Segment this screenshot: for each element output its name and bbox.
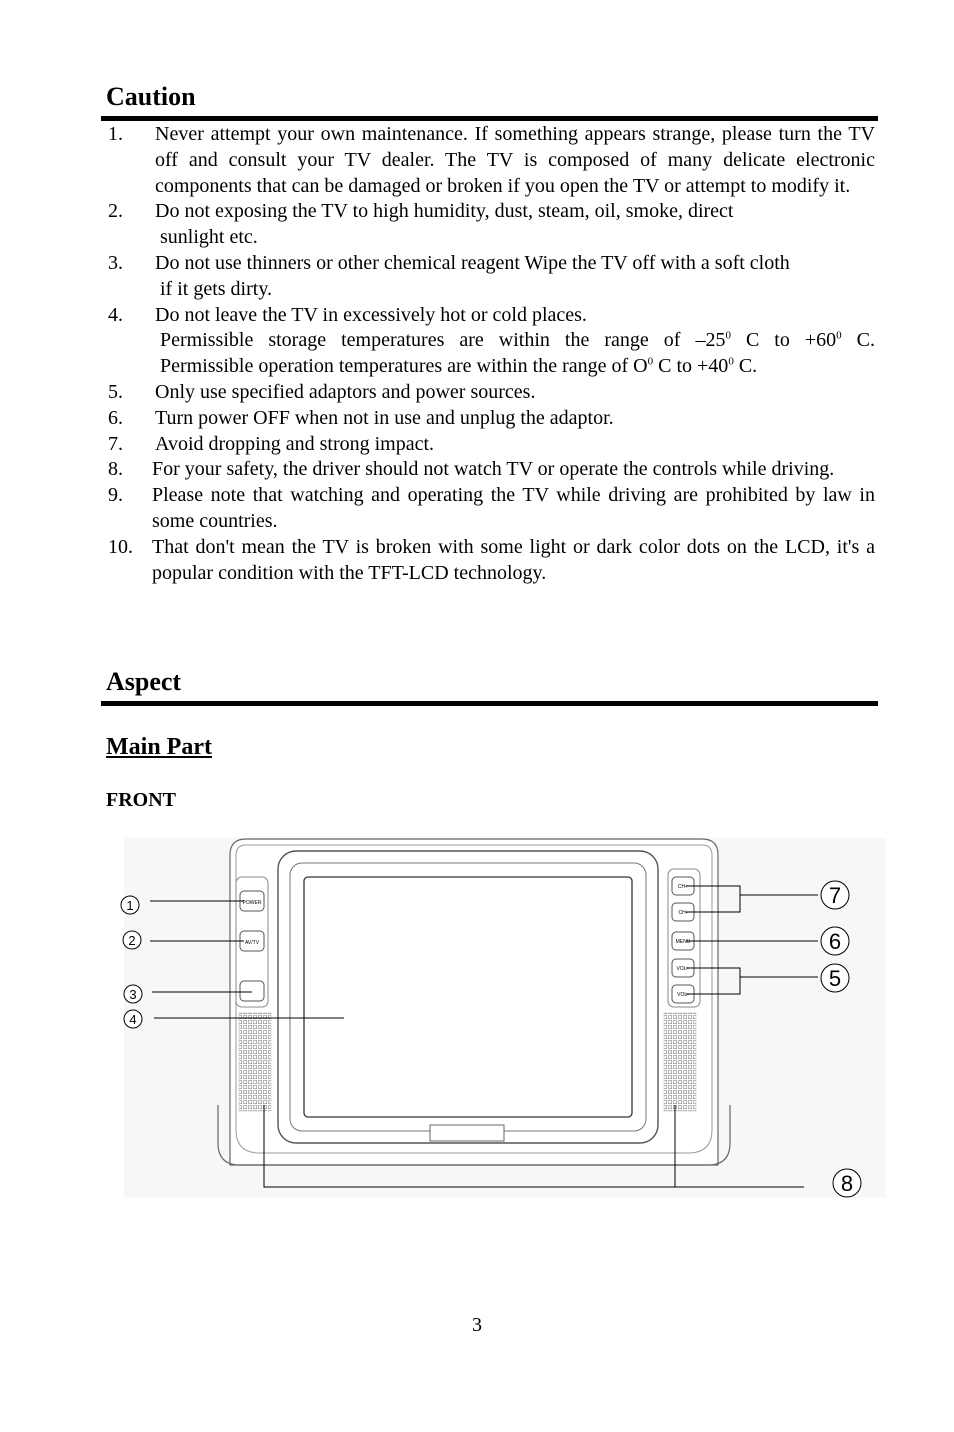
vol-down-label: VOL- [677,992,689,998]
item-number: 9. [108,484,123,507]
aspect-rule [101,701,878,706]
item-number: 6. [108,406,123,429]
sensor-window [240,981,264,1001]
svg-text:2: 2 [128,933,136,948]
callout-6 [821,927,849,955]
callout-4 [124,1010,142,1028]
svg-text:4: 4 [129,1012,137,1027]
item-text: Do not use thinners or other chemical reagent Wipe the TV off with a soft cloth [155,251,790,274]
item-number: 8. [108,458,123,481]
item-number: 5. [108,380,123,403]
callout-3 [124,985,142,1003]
operation-temperature-line: Permissible operation temperatures are within the range of $O^0$ C to $+40^0$ C. [160,355,758,378]
svg-text:6: 6 [828,929,842,954]
item-text: For your safety, the driver should not watch TV or operate the controls while driving. [152,458,835,481]
caution-item-7 [106,432,875,458]
svg-text:7: 7 [828,883,842,908]
caution-item-9 [106,483,875,535]
vol-up-label: VOL+ [676,966,690,972]
caution-item-4 [106,303,875,380]
item-number: 7. [108,432,123,455]
front-label: FRONT [106,789,176,811]
item-continuation: sunlight etc. [160,226,258,249]
item-text: Do not leave the TV in excessively hot or cold places. [155,303,587,326]
item-continuation: if it gets dirty. [160,277,273,300]
svg-text:1: 1 [126,898,134,913]
callout-5 [821,964,849,992]
bottom-panel [430,1125,504,1141]
item-number: 1. [108,123,123,145]
item-number: 10. [108,535,133,558]
item-text: Only use specified adaptors and power sources. [155,380,536,403]
item-text: Never attempt your own maintenance. If something appears strange, please turn the TV off and consult your TV dealer. The TV is composed of many delicate electronic components that can be damaged or broken if you open the TV or attempt to modify it. [155,123,875,197]
svg-text:5: 5 [828,966,842,991]
callout-7 [821,881,849,909]
main-part-heading: Main Part [106,734,212,760]
caution-list [106,122,875,586]
item-text: Turn power OFF when not in use and unplug the adaptor. [155,406,614,429]
item-number: 2. [108,200,123,223]
caution-item-3 [106,251,875,303]
caution-item-8 [106,457,875,483]
item-text: That don't mean the TV is broken with some light or dark color dots on the LCD, it's a popular condition with the TFT-LCD technology. [152,535,875,584]
lcd-screen [304,877,632,1117]
svg-text:8: 8 [840,1171,854,1196]
caution-item-2 [106,199,875,251]
power-button-label: POWER [242,900,262,906]
ch-up-label: CH+ [677,884,689,890]
item-text: Do not exposing the TV to high humidity, dust, steam, oil, smoke, direct [155,200,734,223]
item-text: Please note that watching and operating the TV while driving are prohibited by law in some countries. [152,484,875,532]
aspect-heading: Aspect [106,667,182,696]
caution-item-10 [106,535,875,587]
item-number: 4. [108,303,123,326]
storage-temperature-line: Permissible storage temperatures are within the range of $-25^0$ C to $+60^0$ C. [160,329,876,352]
caution-item-6 [106,406,875,432]
callout-1 [121,896,139,914]
caution-item-5 [106,380,875,406]
svg-text:3: 3 [129,987,137,1002]
callout-2 [123,931,141,949]
ch-down-label: CH- [678,910,688,916]
right-speaker-grille [664,1013,696,1111]
tv-front-diagram [118,835,888,1199]
left-speaker-grille [239,1013,271,1111]
menu-label: MENU [675,939,691,945]
item-number: 3. [108,251,123,274]
caution-heading: Caution [106,82,196,111]
callout-8 [833,1169,861,1197]
avtv-button-label: AV/TV [244,940,260,946]
item-text: Avoid dropping and strong impact. [155,432,435,455]
caution-rule [101,116,878,121]
page-number: 3 [472,1314,482,1336]
caution-item-1 [106,122,875,199]
